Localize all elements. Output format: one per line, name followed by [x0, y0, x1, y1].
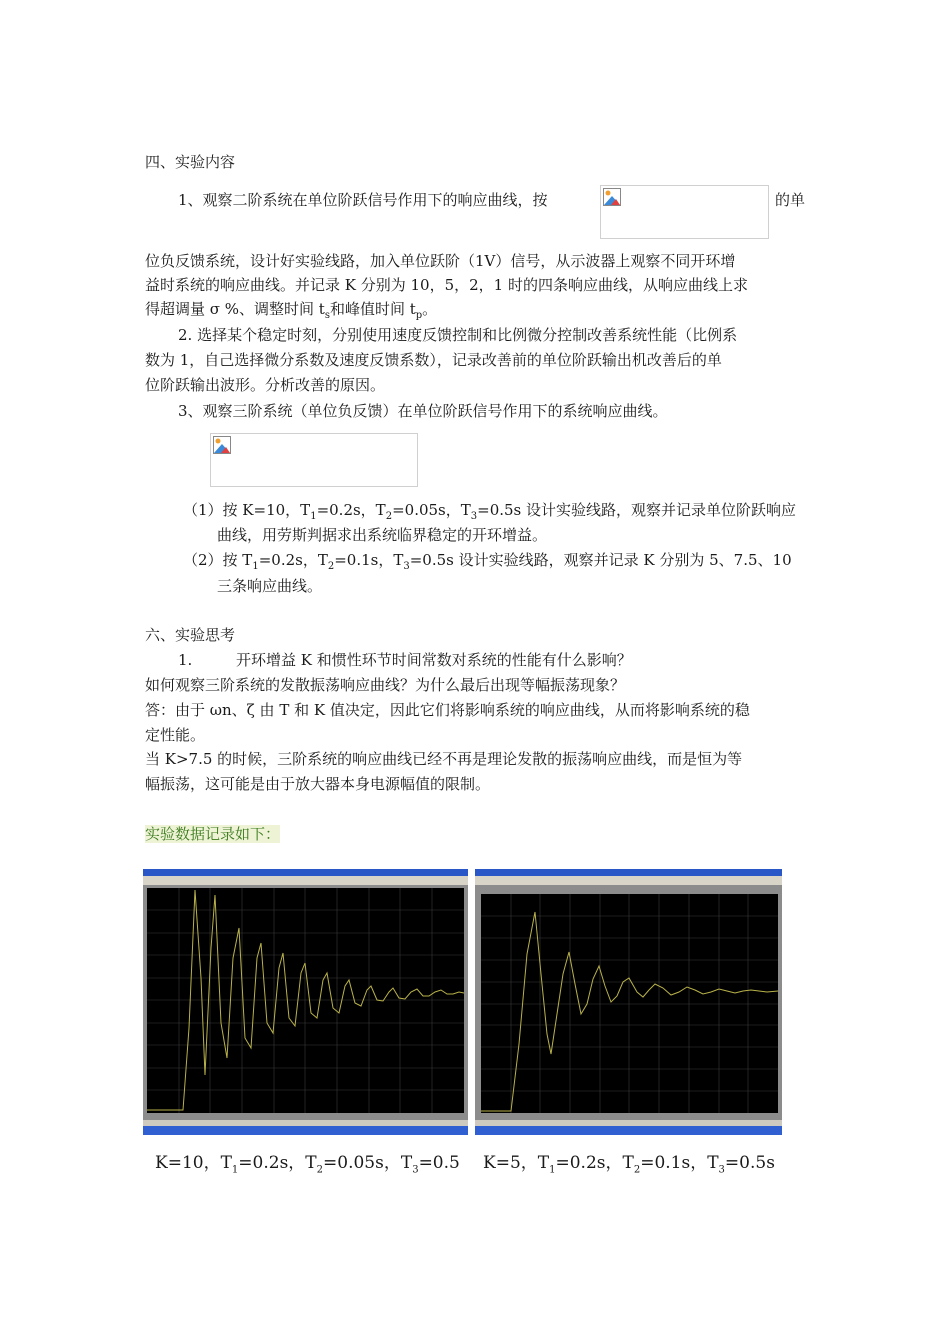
- item3-text: 3、观察三阶系统（单位负反馈）在单位阶跃信号作用下的系统响应曲线。: [178, 402, 668, 420]
- equation-image-placeholder-1: [600, 185, 769, 239]
- window-toolbar: [475, 876, 782, 885]
- sub1-text-a: （1）按 K=10，$T_1=0.2s$，$T_2=0.05s$，$T_3=0.5s$ 设计实验线路，观察并记录单位阶跃响应: [183, 501, 797, 522]
- broken-image-icon: [603, 188, 621, 206]
- sub2-text-a: （2）按 $T_1=0.2s$，$T_2=0.1s$，$T_3=0.5s$ 设计实验线路，观察并记录 K 分别为 5、7.5、10: [183, 551, 792, 572]
- scope-trace-left: [147, 888, 464, 1113]
- records-heading-highlight: 实验数据记录如下：: [145, 825, 281, 843]
- oscilloscope-screenshot-left: [143, 869, 468, 1135]
- item1-text-e: 得超调量 σ %、调整时间 $t_s$和峰值时间 $t_p$。: [145, 300, 438, 321]
- scope-trace-right: [481, 894, 778, 1113]
- broken-image-icon: [213, 436, 231, 454]
- window-titlebar: [475, 869, 782, 876]
- item1-text-b: 的单: [775, 191, 806, 209]
- window-toolbar: [143, 876, 468, 885]
- answer-text-4: 幅振荡，这可能是由于放大器本身电源幅值的限制。: [145, 775, 491, 793]
- item2-text-c: 位阶跃输出波形。分析改善的原因。: [145, 376, 386, 394]
- scope-screen: [481, 894, 778, 1113]
- caption-right: K=5，$T_1=0.2s$，$T_2=0.1s$，$T_3=0.5s$: [483, 1153, 775, 1176]
- item1-text-c: 位负反馈系统，设计好实验线路，加入单位跃阶（1V）信号，从示波器上观察不同开环增: [145, 252, 736, 270]
- item2-text-b: 数为 1，自己选择微分系数及速度反馈系数），记录改善前的单位阶跃输出机改善后的单: [145, 351, 722, 369]
- section-heading-experiment-content: 四、实验内容: [145, 153, 236, 171]
- section-heading-thinking: 六、实验思考: [145, 626, 236, 644]
- answer-text-3: 当 K>7.5 的时候，三阶系统的响应曲线已经不再是理论发散的振荡响应曲线，而是恒为等: [145, 750, 743, 768]
- item1-text-a: 1、观察二阶系统在单位阶跃信号作用下的响应曲线，按: [178, 191, 548, 209]
- item2-text-a: 2. 选择某个稳定时刻，分别使用速度反馈控制和比例微分控制改善系统性能（比例系: [178, 326, 738, 344]
- equation-image-placeholder-2: [210, 433, 418, 487]
- sub2-text-b: 三条响应曲线。: [217, 577, 323, 595]
- records-heading: [145, 824, 280, 844]
- answer-text-2: 定性能。: [145, 726, 206, 744]
- question2-text: 如何观察三阶系统的发散振荡响应曲线？为什么最后出现等幅振荡现象？: [145, 676, 626, 694]
- question1-number: 1.: [178, 651, 193, 669]
- taskbar: [143, 1126, 468, 1135]
- taskbar: [475, 1126, 782, 1135]
- item1-text-d: 益时系统的响应曲线。并记录 K 分别为 10，5，2，1 时的四条响应曲线，从响应曲线上求: [145, 276, 748, 294]
- window-titlebar: [143, 869, 468, 876]
- caption-left: K=10，$T_1=0.2s$，$T_2=0.05s$，$T_3=0.5$: [155, 1153, 460, 1176]
- sub1-text-b: 曲线，用劳斯判据求出系统临界稳定的开环增益。: [217, 526, 548, 544]
- scope-screen: [147, 888, 464, 1113]
- answer-text-1: 答：由于 ωn、ζ 由 T 和 K 值决定，因此它们将影响系统的响应曲线，从而将影响系统的稳: [145, 701, 750, 719]
- oscilloscope-screenshot-right: [475, 869, 782, 1135]
- question1-text: 开环增益 K 和惯性环节时间常数对系统的性能有什么影响？: [236, 651, 632, 669]
